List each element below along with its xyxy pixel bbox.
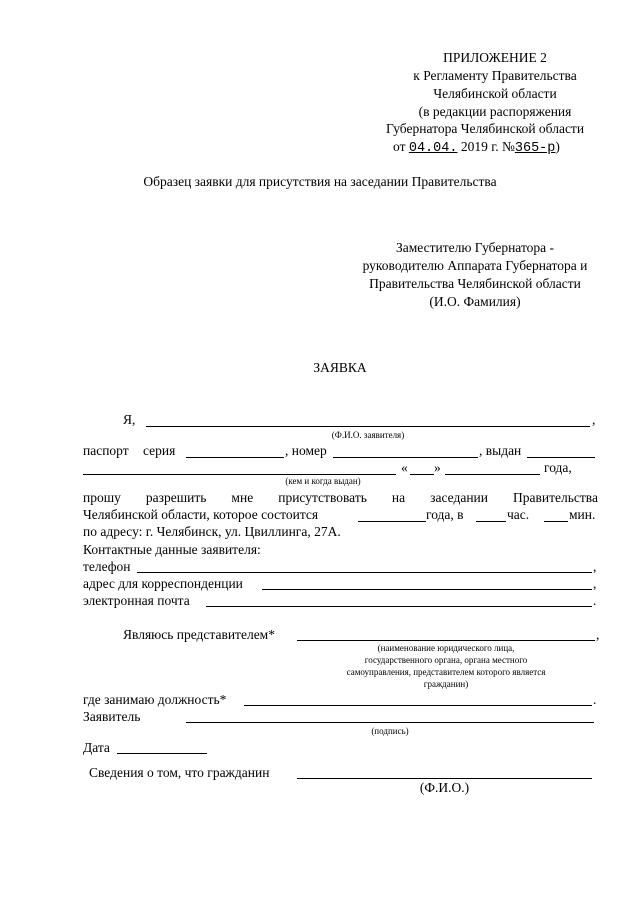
label-ya: Я, — [123, 412, 136, 427]
label-issued: , выдан — [479, 443, 522, 458]
address-line: по адресу: г. Челябинск, ул. Цвиллинга, 27А. — [83, 524, 341, 539]
sample-title: Образец заявки для присутствия на заседании Правительства — [143, 174, 497, 189]
session-minute-line[interactable] — [544, 521, 568, 522]
signature-hint: (подпись) — [371, 726, 409, 736]
info-fio-hint: (Ф.И.О.) — [419, 780, 470, 795]
label-info: Сведения о том, что гражданин — [89, 765, 270, 780]
appendix-region: Челябинской области — [433, 86, 557, 101]
quote-open: « — [401, 460, 408, 475]
info-fio-line[interactable] — [297, 778, 592, 779]
postal-line[interactable] — [262, 589, 592, 590]
order-year: 2019 г. № — [460, 139, 515, 154]
issued-day-line[interactable] — [410, 474, 434, 475]
request-line-2b: года, в — [426, 507, 464, 522]
addressee-name: (И.О. Фамилия) — [429, 294, 521, 309]
signature-line[interactable] — [186, 722, 594, 723]
label-series: серия — [143, 443, 176, 458]
date-prefix: от — [393, 139, 406, 154]
rep-hint-3: самоуправления, представителем которого является — [346, 667, 546, 677]
label-number: , номер — [285, 443, 327, 458]
close-paren: ) — [555, 139, 560, 154]
issued-by-line-2[interactable] — [83, 474, 396, 475]
date-line[interactable] — [117, 753, 207, 754]
label-date: Дата — [83, 740, 110, 755]
label-postal: адрес для корреспонденции — [83, 576, 243, 591]
request-line-1: прошу разрешить мне присутствовать на заседании Правительства — [83, 490, 598, 505]
label-passport: паспорт — [83, 443, 129, 458]
order-number: 365-р — [514, 141, 556, 156]
request-line-2c: час. — [507, 507, 530, 522]
issued-month-line[interactable] — [445, 474, 540, 475]
session-hour-line[interactable] — [476, 521, 506, 522]
rep-hint-1: (наименование юридического лица, — [377, 643, 515, 653]
comma-1: , — [592, 412, 596, 427]
addressee-line-1: Заместителю Губернатора - — [395, 240, 555, 255]
document-title: ЗАЯВКА — [313, 360, 367, 375]
contacts-heading: Контактные данные заявителя: — [83, 542, 261, 557]
addressee-line-2: руководителю Аппарата Губернатора и — [362, 258, 588, 273]
session-date-line[interactable] — [358, 521, 426, 522]
label-applicant: Заявитель — [83, 709, 141, 724]
position-line[interactable] — [244, 705, 592, 706]
fio-field-line[interactable] — [146, 426, 590, 427]
order-date: 04.04. — [408, 141, 458, 156]
phone-line[interactable] — [137, 572, 592, 573]
label-email: электронная почта — [83, 593, 190, 608]
rep-hint-2: государственного органа, органа местного — [364, 655, 528, 665]
period-position: . — [593, 692, 597, 707]
rep-hint-4: гражданин) — [423, 679, 469, 689]
issued-hint: (кем и когда выдан) — [285, 476, 361, 486]
representative-line[interactable] — [297, 640, 595, 641]
label-representative: Являюсь представителем* — [123, 627, 275, 642]
label-position: где занимаю должность* — [83, 692, 227, 707]
period-email: . — [593, 593, 597, 608]
request-line-2d: мин. — [569, 507, 596, 522]
request-line-2a: Челябинской области, которое состоится — [83, 507, 319, 522]
addressee-line-3: Правительства Челябинской области — [369, 276, 581, 291]
passport-series-line[interactable] — [186, 457, 284, 458]
quote-close: » — [434, 460, 441, 475]
email-line[interactable] — [206, 606, 592, 607]
comma-representative: , — [596, 627, 600, 642]
appendix-reglament: к Регламенту Правительства — [413, 68, 577, 83]
fio-hint: (Ф.И.О. заявителя) — [331, 430, 405, 440]
comma-postal: , — [593, 576, 597, 591]
comma-phone: , — [593, 559, 597, 574]
appendix-governor: Губернатора Челябинской области — [385, 121, 585, 136]
label-year: года, — [544, 460, 572, 475]
appendix-date-line — [393, 139, 560, 157]
label-phone: телефон — [83, 559, 131, 574]
appendix-edition: (в редакции распоряжения — [418, 104, 572, 119]
issued-by-line-1[interactable] — [527, 457, 595, 458]
appendix-title: ПРИЛОЖЕНИЕ 2 — [443, 50, 547, 65]
passport-number-line[interactable] — [333, 457, 478, 458]
